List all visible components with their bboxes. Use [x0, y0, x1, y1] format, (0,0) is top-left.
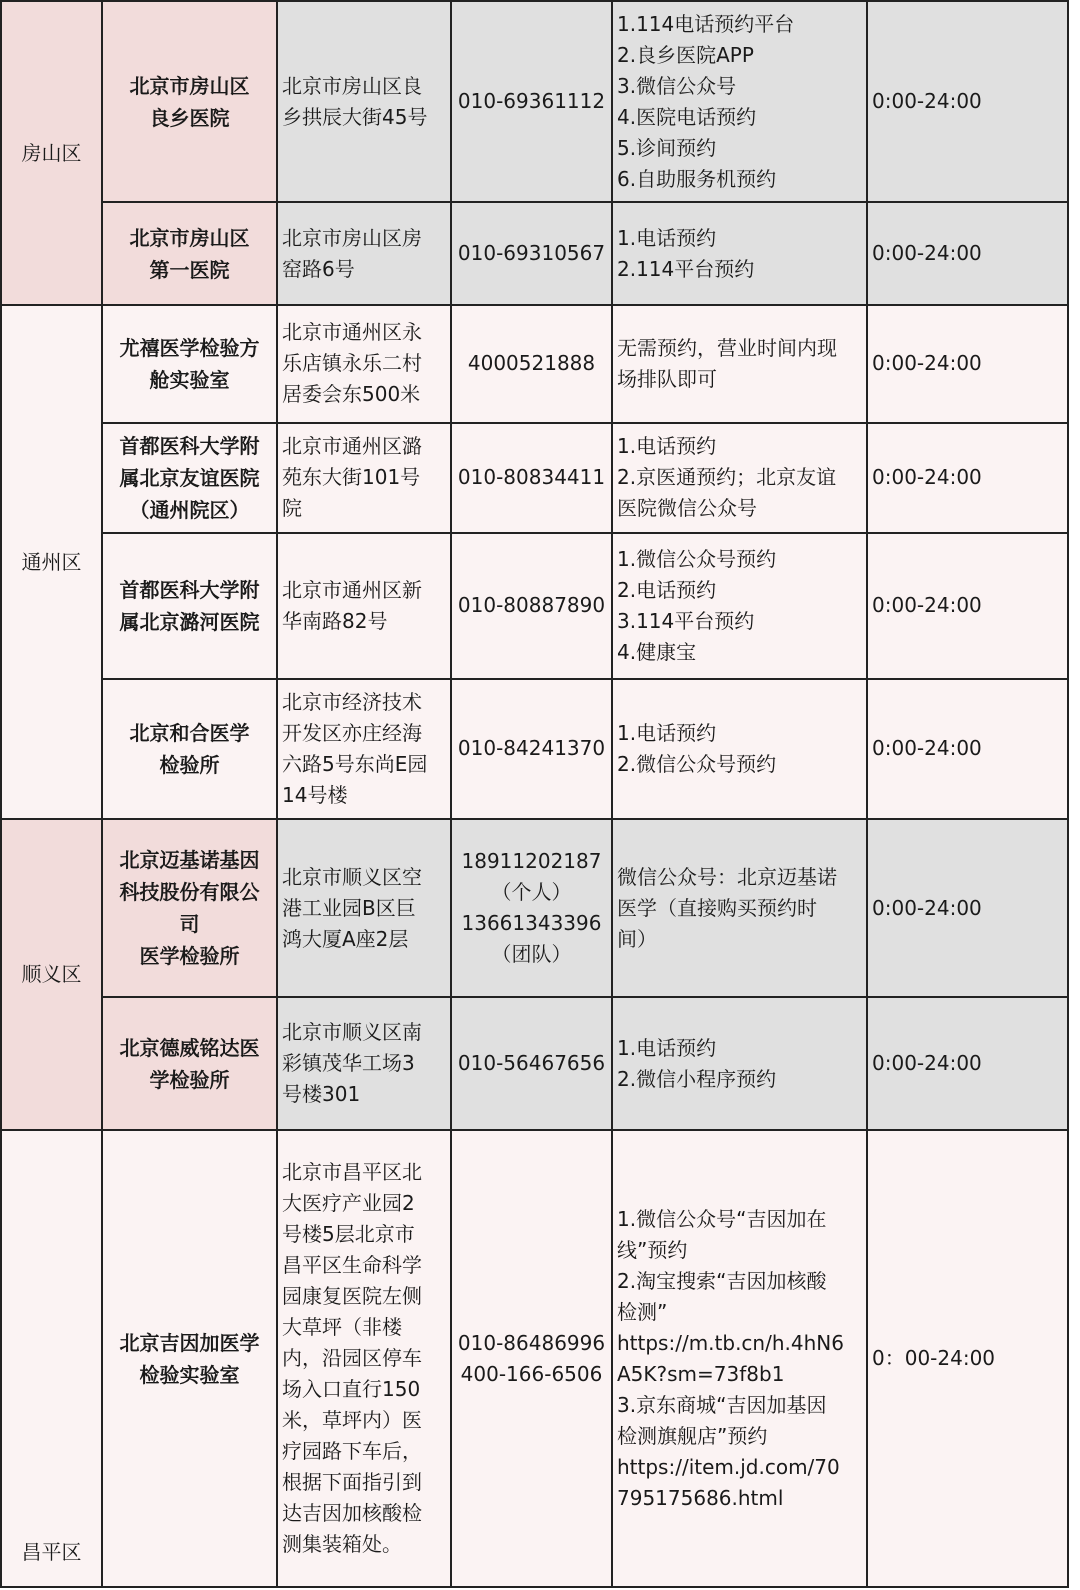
- hours-cell: 0:00-24:00: [867, 423, 1068, 533]
- address-cell: 北京市通州区潞 苑东大街101号 院: [277, 423, 451, 533]
- hours-cell: 0：00-24:00: [867, 1130, 1068, 1587]
- booking-method-cell: 1.电话预约 2.微信公众号预约: [612, 679, 867, 819]
- address-cell: 北京市通州区新 华南路82号: [277, 533, 451, 679]
- hours-cell: 0:00-24:00: [867, 305, 1068, 422]
- phone-cell: 010-56467656: [451, 997, 612, 1130]
- hours-cell: 0:00-24:00: [867, 1, 1068, 202]
- table-row: [1, 423, 1068, 533]
- table-row: [1, 1, 1068, 202]
- address-cell: 北京市顺义区南 彩镇茂华工场3 号楼301: [277, 997, 451, 1130]
- table-row: [1, 202, 1068, 305]
- hours-cell: 0:00-24:00: [867, 819, 1068, 997]
- phone-cell: 010-80887890: [451, 533, 612, 679]
- institution-name: 尤禧医学检验方 舱实验室: [102, 305, 277, 422]
- phone-cell: 010-84241370: [451, 679, 612, 819]
- district-cell: 房山区: [1, 1, 102, 305]
- address-cell: 北京市经济技术 开发区亦庄经海 六路5号东尚E园 14号楼: [277, 679, 451, 819]
- booking-method-cell: 1.微信公众号预约 2.电话预约 3.114平台预约 4.健康宝: [612, 533, 867, 679]
- booking-method-cell: 1.电话预约 2.114平台预约: [612, 202, 867, 305]
- phone-cell: 18911202187 （个人） 13661343396 （团队）: [451, 819, 612, 997]
- address-cell: 北京市房山区房 窑路6号: [277, 202, 451, 305]
- booking-method-cell: 微信公众号：北京迈基诺 医学（直接购买预约时 间）: [612, 819, 867, 997]
- booking-method-cell: 无需预约，营业时间内现 场排队即可: [612, 305, 867, 422]
- address-cell: 北京市昌平区北 大医疗产业园2 号楼5层北京市 昌平区生命科学 园康复医院左侧 大草坪（非楼 内，沿园区停车 场入口直行150 米，草坪内）医 疗园路下车后， 根据下面指引到 达吉因加核酸检 测集装箱处。: [277, 1130, 451, 1587]
- hours-cell: 0:00-24:00: [867, 679, 1068, 819]
- hours-cell: 0:00-24:00: [867, 533, 1068, 679]
- table-row: [1, 533, 1068, 679]
- phone-cell: 4000521888: [451, 305, 612, 422]
- institution-name: 北京迈基诺基因 科技股份有限公 司 医学检验所: [102, 819, 277, 997]
- hours-cell: 0:00-24:00: [867, 202, 1068, 305]
- table-row: [1, 679, 1068, 819]
- booking-method-cell: 1.电话预约 2.京医通预约；北京友谊 医院微信公众号: [612, 423, 867, 533]
- booking-method-cell: 1.电话预约 2.微信小程序预约: [612, 997, 867, 1130]
- address-cell: 北京市房山区良 乡拱辰大街45号: [277, 1, 451, 202]
- institution-name: 首都医科大学附 属北京潞河医院: [102, 533, 277, 679]
- phone-cell: 010-69361112: [451, 1, 612, 202]
- phone-cell: 010-86486996 400-166-6506: [451, 1130, 612, 1587]
- address-cell: 北京市通州区永 乐店镇永乐二村 居委会东500米: [277, 305, 451, 422]
- address-cell: 北京市顺义区空 港工业园B区巨 鸿大厦A座2层: [277, 819, 451, 997]
- district-cell: 昌平区: [1, 1130, 102, 1587]
- booking-method-cell: 1.微信公众号“吉因加在 线”预约 2.淘宝搜索“吉因加核酸 检测” https://m.tb.cn/h.4hN6 A5K?sm=73f8b1 3.京东商城“吉因加基因 检测旗舰店”预约 https://item.jd.com/70 795175686.html: [612, 1130, 867, 1587]
- phone-cell: 010-69310567: [451, 202, 612, 305]
- booking-method-cell: 1.114电话预约平台 2.良乡医院APP 3.微信公众号 4.医院电话预约 5.诊间预约 6.自助服务机预约: [612, 1, 867, 202]
- institution-name: 北京德威铭达医 学检验所: [102, 997, 277, 1130]
- institution-name: 北京和合医学 检验所: [102, 679, 277, 819]
- hours-cell: 0:00-24:00: [867, 997, 1068, 1130]
- district-cell: 通州区: [1, 305, 102, 819]
- phone-cell: 010-80834411: [451, 423, 612, 533]
- institution-name: 北京吉因加医学 检验实验室: [102, 1130, 277, 1587]
- district-cell: 顺义区: [1, 819, 102, 1130]
- institution-name: 北京市房山区 第一医院: [102, 202, 277, 305]
- institution-name: 北京市房山区 良乡医院: [102, 1, 277, 202]
- table-row: [1, 1130, 1068, 1587]
- table-row: [1, 305, 1068, 422]
- table-row: [1, 819, 1068, 997]
- table-row: [1, 997, 1068, 1130]
- institution-name: 首都医科大学附 属北京友谊医院 （通州院区）: [102, 423, 277, 533]
